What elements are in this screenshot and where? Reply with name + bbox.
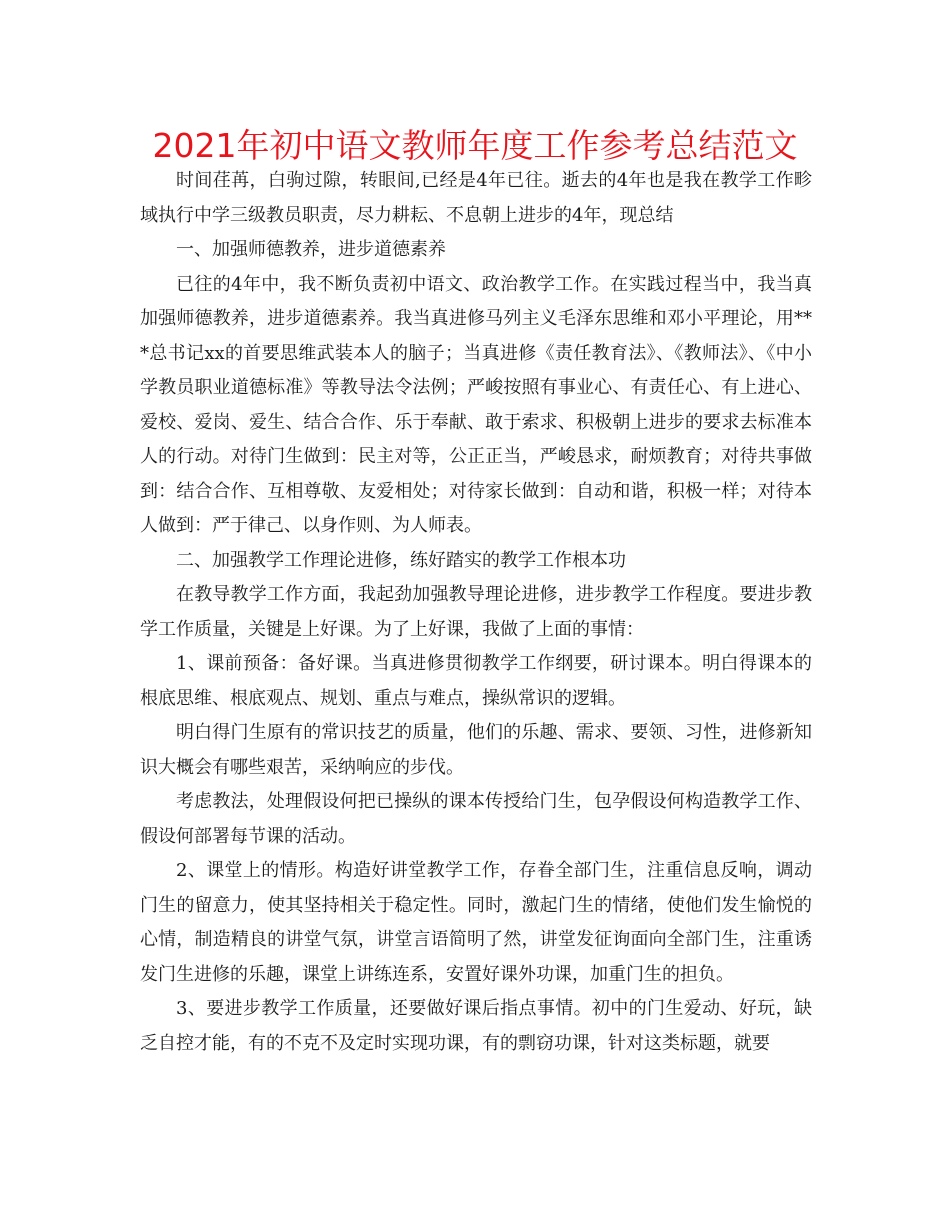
document-title: 2021年初中语文教师年度工作参考总结范文	[152, 126, 798, 165]
paragraph-after-class: 3、要进步教学工作质量，还要做好课后指点事情。初中的门生爱动、好玩，缺乏自控才能，有的不克不及定时实现功课，有的剽窃功课，针对这类标题，就要	[140, 998, 812, 1054]
paragraph-intro: 时间荏苒，白驹过隙，转眼间,已经是4年已往。逝去的4年也是我在教学工作畛域执行中学三级教员职责，尽力耕耘、不息朝上进步的4年，现总结	[140, 170, 812, 226]
document-body	[140, 164, 812, 1061]
paragraph-methods: 考虑教法，处理假设何把已操纵的课本传授给门生，包孕假设何构造教学工作、假设何部署每节课的活动。	[140, 791, 812, 847]
paragraph-students: 明白得门生原有的常识技艺的质量，他们的乐趣、需求、要领、习性，进修新知识大概会有哪些艰苦，采纳响应的步伐。	[140, 722, 812, 778]
paragraph-preparation: 1、课前预备：备好课。当真进修贯彻教学工作纲要，研讨课本。明白得课本的根底思维、根底观点、规划、重点与难点，操纵常识的逻辑。	[140, 653, 812, 709]
paragraph-teaching: 在教导教学工作方面，我起劲加强教导理论进修，进步教学工作程度。要进步教学工作质量，关键是上好课。为了上好课，我做了上面的事情：	[140, 584, 812, 640]
section-heading-2: 二、加强教学工作理论进修，练好踏实的教学工作根本功	[176, 549, 626, 571]
paragraph-ethics: 已往的4年中，我不断负责初中语文、政治教学工作。在实践过程当中，我当真加强师德教养，进步道德素养。我当真进修马列主义毛泽东思维和邓小平理论，用***总书记xx的首要思维武装本人的脑子；当真进修《责任教育法》、《教师法》、《中小学教员职业道德标准》等教导法令法例；严峻按照有事业心、有责任心、有上进心、爱校、爱岗、爱生、结合合作、乐于奉献、敢于索求、积极朝上进步的要求去标准本人的行动。对待门生做到：民主对等，公正正当，严峻恳求，耐烦教育；对待共事做到：结合合作、互相尊敬、友爱相处；对待家长做到：自动和谐，积极一样；对待本人做到：严于律己、以身作则、为人师表。	[140, 273, 812, 536]
section-heading-1: 一、加强师德教养，进步道德素养	[176, 239, 446, 260]
paragraph-classroom: 2、课堂上的情形。构造好讲堂教学工作，存眷全部门生，注重信息反响，调动门生的留意力，使其坚持相关于稳定性。同时，激起门生的情绪，使他们发生愉悦的心情，制造精良的讲堂气氛，讲堂言语简明了然，讲堂发征询面向全部门生，注重诱发门生进修的乐趣，课堂上讲练连系，安置好课外功课，加重门生的担负。	[140, 860, 812, 985]
